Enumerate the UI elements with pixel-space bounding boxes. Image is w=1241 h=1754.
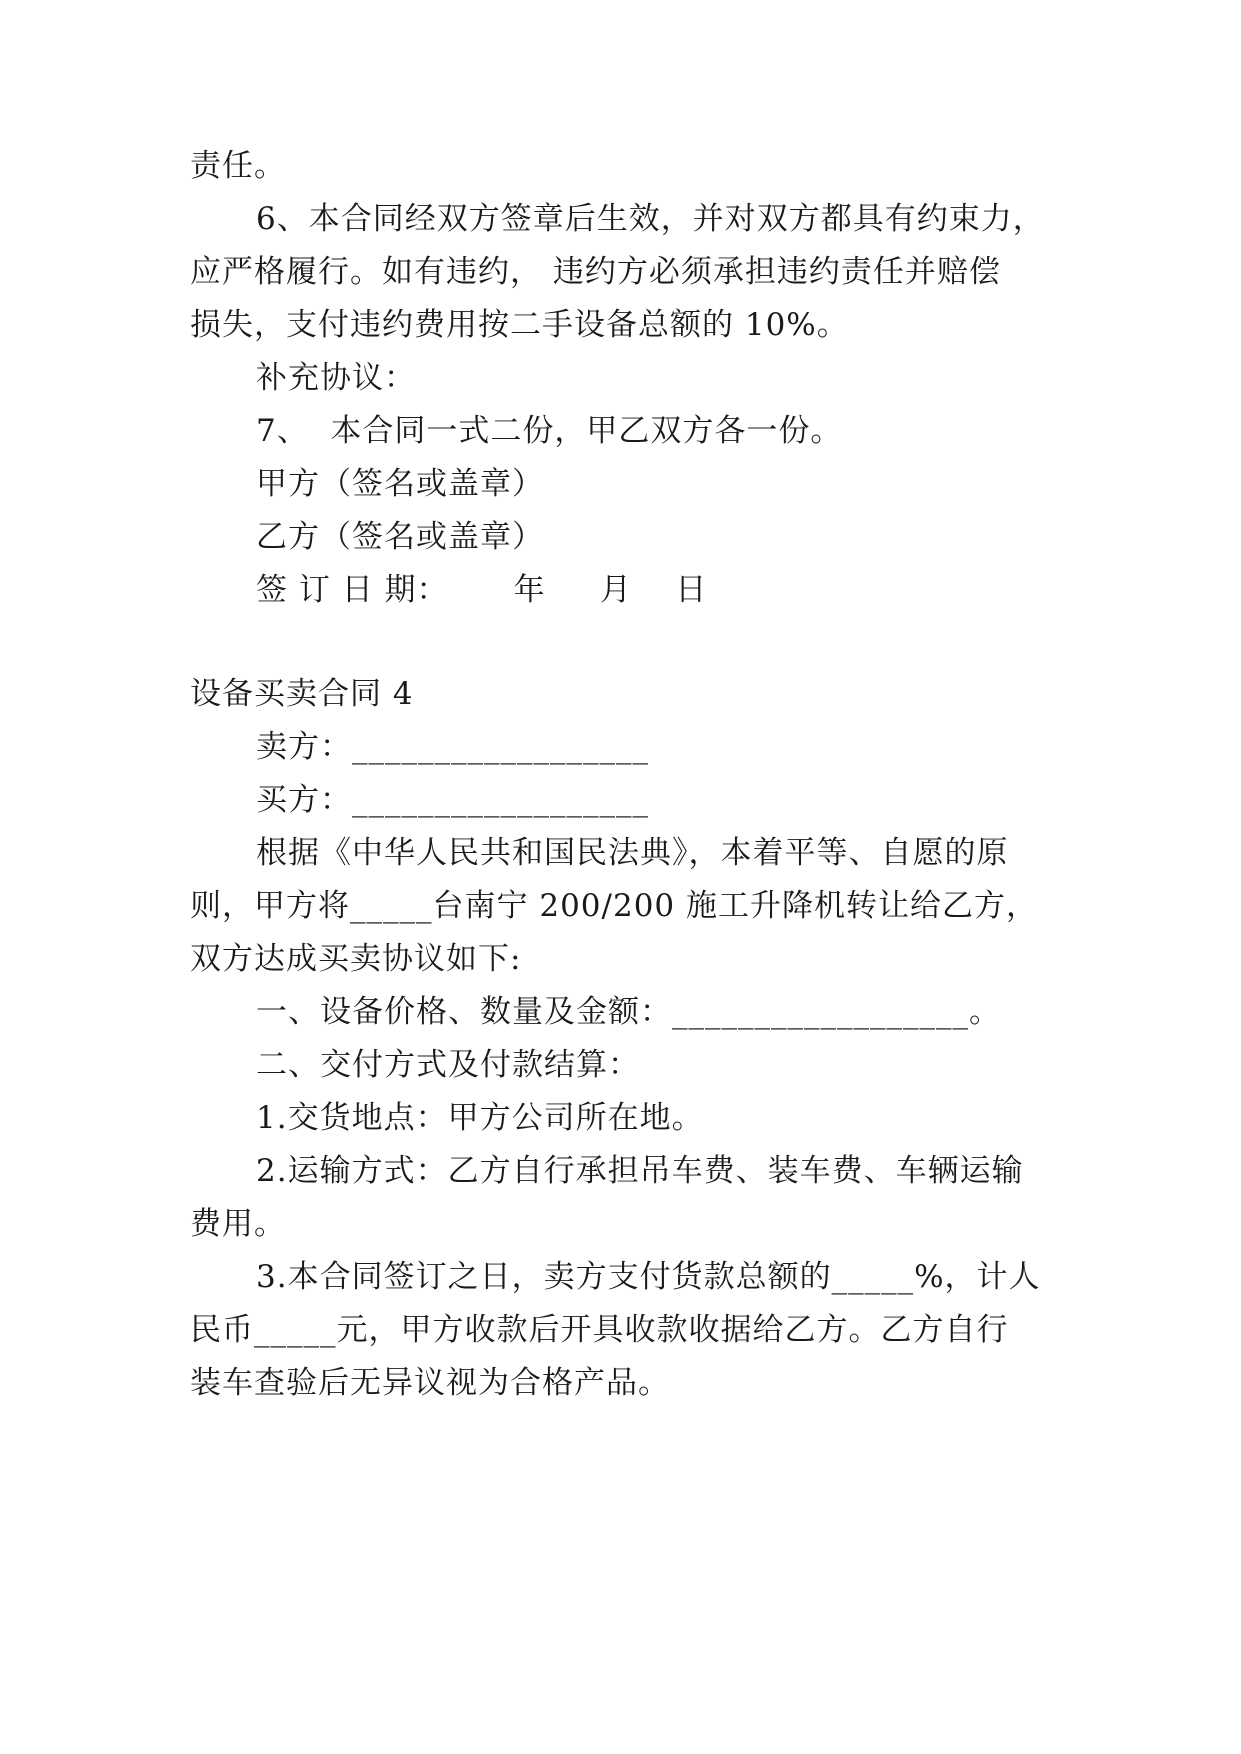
clause-5-tail: 责任。 (190, 148, 286, 184)
item-1: 一、设备价格、数量及金额：__________________。 (256, 994, 1001, 1030)
signing-date: 签 订 日 期： 年 月 日 (256, 572, 708, 608)
clause-6-line-2: 应严格履行。如有违约， 违约方必须承担违约责任并赔偿 (190, 254, 1001, 290)
supplement-heading: 补充协议： (256, 360, 416, 396)
clause-6-line-3: 损失，支付违约费用按二手设备总额的 10%。 (190, 307, 849, 343)
party-b-signature: 乙方（签名或盖章） (256, 519, 544, 555)
clause-6-line-1: 6、本合同经双方签章后生效，并对双方都具有约束力， (256, 201, 1045, 237)
party-a-signature: 甲方（签名或盖章） (256, 466, 544, 502)
item-2-3-line-1: 3.本合同签订之日，卖方支付货款总额的_____%，计人 (256, 1259, 1041, 1295)
item-2-3-line-2: 民币_____元，甲方收款后开具收款收据给乙方。乙方自行 (190, 1312, 1009, 1348)
clause-7: 7、 本合同一式二份，甲乙双方各一份。 (256, 413, 843, 449)
intro-line-1: 根据《中华人民共和国民法典》，本着平等、自愿的原 (256, 835, 1009, 871)
item-2-1: 1.交货地点：甲方公司所在地。 (256, 1100, 704, 1136)
intro-line-3: 双方达成买卖协议如下: (190, 941, 522, 977)
contract-4-title: 设备买卖合同 4 (190, 676, 414, 712)
intro-line-2: 则，甲方将_____台南宁 200/200 施工升降机转让给乙方， (190, 888, 1038, 924)
item-2-3-line-3: 装车查验后无异议视为合格产品。 (190, 1365, 670, 1401)
seller-line: 卖方：__________________ (256, 729, 649, 765)
item-2-heading: 二、交付方式及付款结算： (256, 1047, 640, 1083)
buyer-line: 买方：__________________ (256, 782, 649, 818)
item-2-2-line-1: 2.运输方式：乙方自行承担吊车费、装车费、车辆运输 (256, 1153, 1024, 1189)
item-2-2-line-2: 费用。 (190, 1206, 286, 1242)
